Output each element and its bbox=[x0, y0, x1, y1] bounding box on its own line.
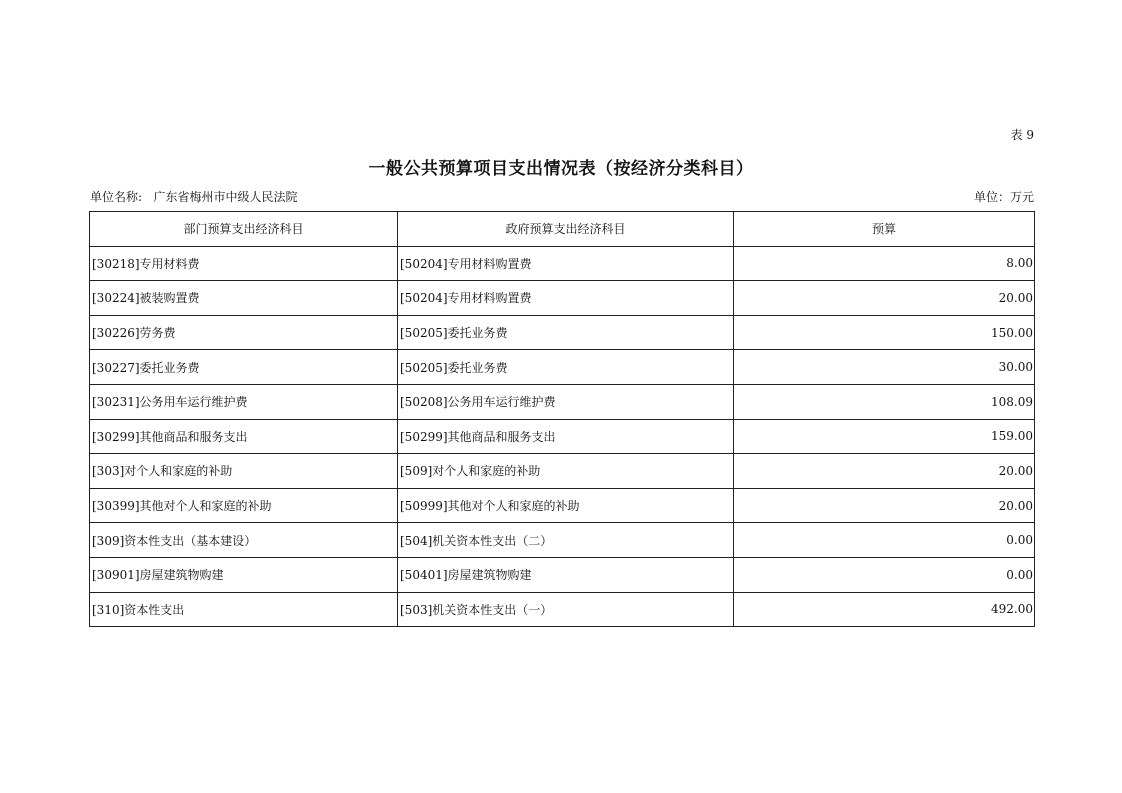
column-header-amount: 预算 bbox=[734, 212, 1035, 247]
table-row bbox=[90, 523, 1035, 558]
amount-cell: 492.00 bbox=[734, 592, 1035, 627]
gov-cell: [50205]委托业务费 bbox=[398, 350, 734, 385]
meta-row bbox=[90, 188, 1034, 205]
gov-cell: [504]机关资本性支出（二） bbox=[398, 523, 734, 558]
amount-cell: 108.09 bbox=[734, 384, 1035, 419]
dept-cell: [30299]其他商品和服务支出 bbox=[90, 419, 398, 454]
amount-cell: 8.00 bbox=[734, 246, 1035, 281]
table-row bbox=[90, 419, 1035, 454]
dept-cell: [30399]其他对个人和家庭的补助 bbox=[90, 488, 398, 523]
amount-cell: 20.00 bbox=[734, 454, 1035, 489]
amount-cell: 150.00 bbox=[734, 315, 1035, 350]
unit-name-value: 广东省梅州市中级人民法院 bbox=[153, 190, 298, 204]
table-row bbox=[90, 384, 1035, 419]
gov-cell: [50205]委托业务费 bbox=[398, 315, 734, 350]
table-row bbox=[90, 454, 1035, 489]
table-header-row bbox=[90, 212, 1035, 247]
table-row bbox=[90, 592, 1035, 627]
amount-cell: 0.00 bbox=[734, 523, 1035, 558]
dept-cell: [30218]专用材料费 bbox=[90, 246, 398, 281]
column-header-gov: 政府预算支出经济科目 bbox=[398, 212, 734, 247]
table-row bbox=[90, 246, 1035, 281]
page-title: 一般公共预算项目支出情况表（按经济分类科目） bbox=[368, 159, 754, 179]
table-row bbox=[90, 557, 1035, 592]
gov-cell: [50208]公务用车运行维护费 bbox=[398, 384, 734, 419]
budget-table bbox=[89, 211, 1035, 627]
currency-unit: 单位：万元 bbox=[973, 190, 1034, 204]
gov-cell: [50299]其他商品和服务支出 bbox=[398, 419, 734, 454]
table-number: 表 9 bbox=[1010, 128, 1034, 142]
gov-cell: [509]对个人和家庭的补助 bbox=[398, 454, 734, 489]
dept-cell: [303]对个人和家庭的补助 bbox=[90, 454, 398, 489]
amount-cell: 159.00 bbox=[734, 419, 1035, 454]
amount-cell: 30.00 bbox=[734, 350, 1035, 385]
gov-cell: [50204]专用材料购置费 bbox=[398, 246, 734, 281]
dept-cell: [30901]房屋建筑物购建 bbox=[90, 557, 398, 592]
dept-cell: [30224]被装购置费 bbox=[90, 281, 398, 316]
dept-cell: [30226]劳务费 bbox=[90, 315, 398, 350]
dept-cell: [30231]公务用车运行维护费 bbox=[90, 384, 398, 419]
dept-cell: [30227]委托业务费 bbox=[90, 350, 398, 385]
amount-cell: 20.00 bbox=[734, 488, 1035, 523]
gov-cell: [50204]专用材料购置费 bbox=[398, 281, 734, 316]
dept-cell: [310]资本性支出 bbox=[90, 592, 398, 627]
amount-cell: 20.00 bbox=[734, 281, 1035, 316]
amount-cell: 0.00 bbox=[734, 557, 1035, 592]
gov-cell: [503]机关资本性支出（一） bbox=[398, 592, 734, 627]
table-row bbox=[90, 315, 1035, 350]
unit-name-label: 单位名称: bbox=[90, 190, 143, 204]
gov-cell: [50999]其他对个人和家庭的补助 bbox=[398, 488, 734, 523]
table-row bbox=[90, 281, 1035, 316]
table-row bbox=[90, 350, 1035, 385]
unit-name bbox=[90, 188, 298, 205]
table-row bbox=[90, 488, 1035, 523]
gov-cell: [50401]房屋建筑物购建 bbox=[398, 557, 734, 592]
column-header-dept: 部门预算支出经济科目 bbox=[90, 212, 398, 247]
dept-cell: [309]资本性支出（基本建设） bbox=[90, 523, 398, 558]
